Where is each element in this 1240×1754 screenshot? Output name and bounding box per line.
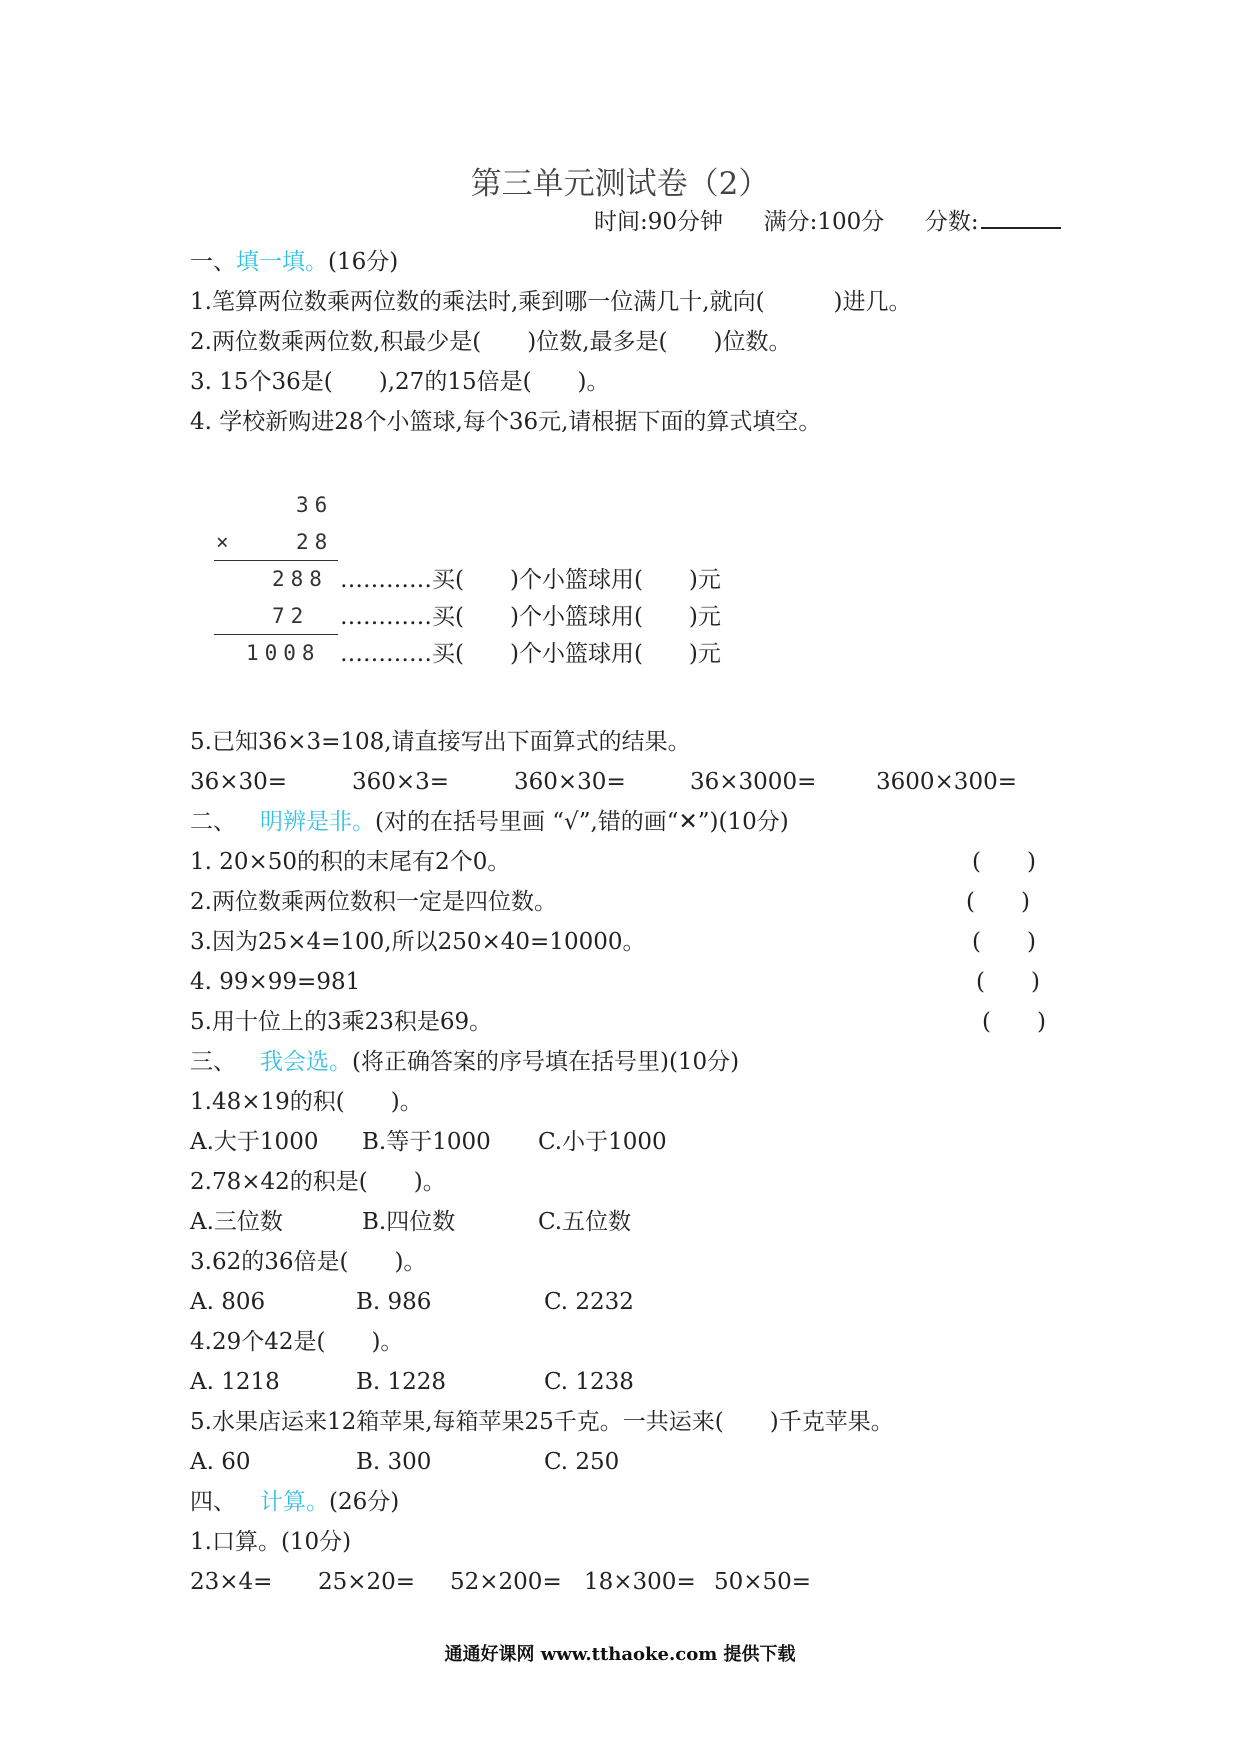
s3-question-4: 4.29个42是( )。 — [190, 1329, 404, 1355]
s3-question-5: 5.水果店运来12箱苹果,每箱苹果25千克。一共运来( )千克苹果。 — [190, 1409, 894, 1435]
s3-q2-option-b[interactable]: B.四位数 — [362, 1209, 456, 1235]
s3-q4-option-b[interactable]: B. 1228 — [356, 1369, 447, 1395]
s1-q5-item-2: 360×3= — [352, 769, 450, 795]
section-4-points: (26分) — [329, 1489, 400, 1515]
calc-total: 1008 — [246, 641, 321, 665]
s2-item-3: 3.因为25×4=100,所以250×40=10000。 — [190, 929, 646, 955]
partial-product-1: 288 — [272, 567, 328, 591]
s3-q5-option-a[interactable]: A. 60 — [190, 1449, 251, 1475]
s4-item-4: 18×300= — [584, 1569, 696, 1595]
calc-rule-1 — [214, 560, 338, 561]
s1-question-2: 2.两位数乘两位数,积最少是( )位数,最多是( )位数。 — [190, 329, 792, 355]
s3-q2-option-c[interactable]: C.五位数 — [538, 1209, 632, 1235]
s4-subheading-1: 1.口算。(10分) — [190, 1529, 352, 1555]
calc-note-3: …………买( )个小篮球用( )元 — [340, 641, 721, 667]
section-2-instructions: (对的在括号里画 “√”,错的画“✕”)(10分) — [375, 809, 789, 835]
s3-q1-option-b[interactable]: B.等于1000 — [362, 1129, 491, 1155]
s2-answer-4[interactable]: ( ) — [976, 969, 1040, 995]
s3-q4-option-c[interactable]: C. 1238 — [544, 1369, 634, 1395]
s3-question-1: 1.48×19的积( )。 — [190, 1089, 423, 1115]
section-4-heading — [190, 1487, 399, 1517]
s4-item-2: 25×20= — [318, 1569, 416, 1595]
s3-q3-option-b[interactable]: B. 986 — [356, 1289, 432, 1315]
score-label: 分数: — [924, 209, 979, 235]
section-2-name: 明辨是非。 — [260, 809, 375, 835]
s1-question-5: 5.已知36×3=108,请直接写出下面算式的结果。 — [190, 729, 691, 755]
s3-q3-option-c[interactable]: C. 2232 — [544, 1289, 634, 1315]
section-4-name: 计算。 — [260, 1489, 329, 1515]
section-3-heading — [190, 1047, 739, 1077]
section-1-heading — [190, 247, 398, 277]
partial-product-2: 72 — [272, 604, 310, 628]
time-limit: 时间:90分钟 — [594, 209, 724, 235]
s3-q1-option-a[interactable]: A.大于1000 — [190, 1129, 319, 1155]
s2-item-1: 1. 20×50的积的末尾有2个0。 — [190, 849, 511, 875]
exam-meta — [594, 207, 1061, 237]
s2-answer-3[interactable]: ( ) — [972, 929, 1036, 955]
calc-note-2: …………买( )个小篮球用( )元 — [340, 604, 721, 630]
s1-question-4: 4. 学校新购进28个小篮球,每个36元,请根据下面的算式填空。 — [190, 409, 822, 435]
section-3-instructions: (将正确答案的序号填在括号里)(10分) — [352, 1049, 740, 1075]
s1-q5-item-1: 36×30= — [190, 769, 288, 795]
s2-answer-1[interactable]: ( ) — [972, 849, 1036, 875]
section-1-number: 一、 — [190, 249, 236, 275]
section-2-heading — [190, 807, 789, 837]
s1-q5-item-4: 36×3000= — [690, 769, 817, 795]
section-1-points: (16分) — [328, 249, 399, 275]
s3-q2-option-a[interactable]: A.三位数 — [190, 1209, 283, 1235]
s1-question-1: 1.笔算两位数乘两位数的乘法时,乘到哪一位满几十,就向( )进几。 — [190, 289, 912, 315]
s4-item-5: 50×50= — [714, 1569, 812, 1595]
footer-credit: 通通好课网 www.tthaoke.com 提供下载 — [444, 1644, 796, 1665]
s2-answer-2[interactable]: ( ) — [966, 889, 1030, 915]
s3-question-3: 3.62的36倍是( )。 — [190, 1249, 427, 1275]
s3-q3-option-a[interactable]: A. 806 — [190, 1289, 266, 1315]
calc-note-1: …………买( )个小篮球用( )元 — [340, 567, 721, 593]
multiplier: 28 — [296, 530, 334, 554]
section-2-number: 二、 — [190, 809, 236, 835]
s2-item-2: 2.两位数乘两位数积一定是四位数。 — [190, 889, 557, 915]
times-sign: × — [216, 530, 235, 554]
s3-q5-option-b[interactable]: B. 300 — [356, 1449, 432, 1475]
calc-rule-2 — [214, 634, 338, 635]
s3-q4-option-a[interactable]: A. 1218 — [190, 1369, 280, 1395]
s1-q5-item-3: 360×30= — [514, 769, 626, 795]
section-4-number: 四、 — [190, 1489, 236, 1515]
s1-question-3: 3. 15个36是( ),27的15倍是( )。 — [190, 369, 610, 395]
s2-item-4: 4. 99×99=981 — [190, 969, 361, 995]
s1-q5-item-5: 3600×300= — [876, 769, 1017, 795]
page-title: 第三单元测试卷（2） — [470, 166, 770, 202]
s3-q5-option-c[interactable]: C. 250 — [544, 1449, 620, 1475]
s4-item-3: 52×200= — [450, 1569, 562, 1595]
section-1-name: 填一填。 — [236, 249, 328, 275]
section-3-name: 我会选。 — [260, 1049, 352, 1075]
section-3-number: 三、 — [190, 1049, 236, 1075]
s3-question-2: 2.78×42的积是( )。 — [190, 1169, 446, 1195]
s2-item-5: 5.用十位上的3乘23积是69。 — [190, 1009, 493, 1035]
full-score: 满分:100分 — [763, 209, 885, 235]
multiplicand: 36 — [296, 493, 334, 517]
s4-item-1: 23×4= — [190, 1569, 273, 1595]
s3-q1-option-c[interactable]: C.小于1000 — [538, 1129, 667, 1155]
score-blank[interactable] — [981, 207, 1061, 229]
s2-answer-5[interactable]: ( ) — [982, 1009, 1046, 1035]
